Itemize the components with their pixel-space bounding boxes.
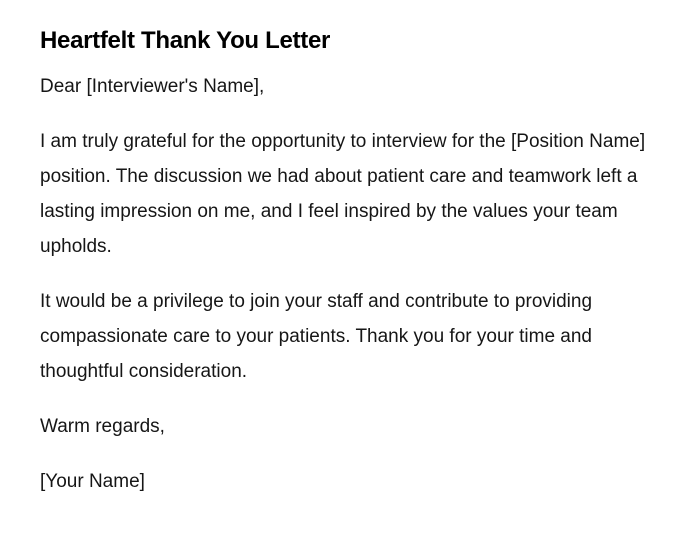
letter-title: Heartfelt Thank You Letter: [40, 27, 331, 54]
letter-paragraph-2: It would be a privilege to join your staff and contribute to providing compassionate care to your patients. Thank you for your time and thoughtful consideration.: [40, 291, 593, 382]
letter-signature: [Your Name]: [40, 471, 145, 492]
letter-document: [40, 24, 650, 499]
letter-greeting: Dear [Interviewer's Name],: [40, 76, 265, 97]
letter-closing: Warm regards,: [40, 416, 165, 437]
letter-paragraph-1: I am truly grateful for the opportunity to interview for the [Position Name] position. The discussion we had about patient care and teamwork left a lasting impression on me, and I feel inspired by the values your team upholds.: [40, 131, 646, 257]
